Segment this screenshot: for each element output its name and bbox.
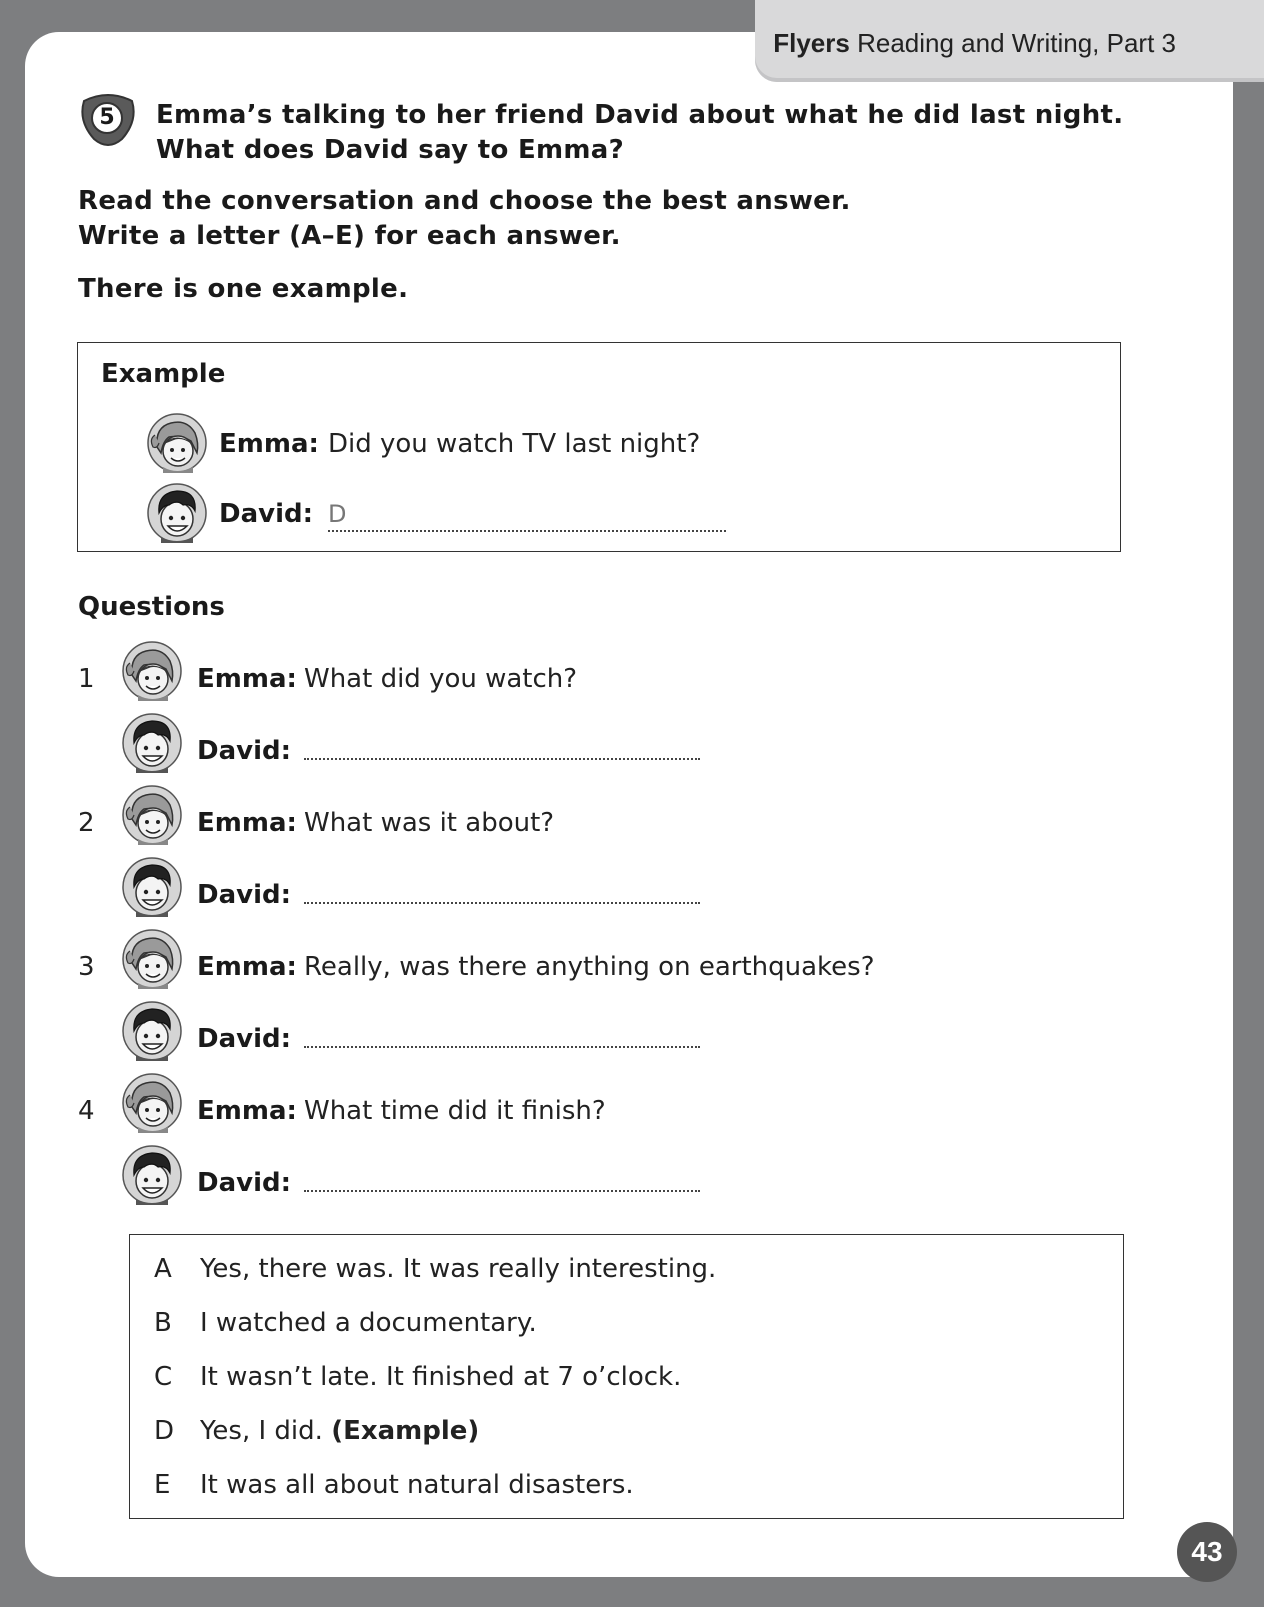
option-letter: D	[154, 1416, 175, 1446]
question-number: 1	[78, 664, 95, 694]
emma-label: Emma:	[197, 808, 297, 838]
boy-avatar-icon	[122, 1001, 182, 1061]
girl-avatar-icon	[147, 413, 207, 473]
david-label: David:	[197, 880, 291, 910]
boy-avatar-icon	[122, 1145, 182, 1205]
instruction-line-1: Read the conversation and choose the best answer.	[78, 186, 851, 216]
option-text: It was all about natural disasters.	[200, 1470, 634, 1500]
option-letter: A	[154, 1254, 172, 1284]
boy-avatar-icon	[122, 857, 182, 917]
emma-question-text: Really, was there anything on earthquakes?	[304, 952, 875, 982]
question-number: 4	[78, 1096, 95, 1126]
answer-line-2[interactable]	[304, 902, 700, 904]
option-text: It wasn’t late. It finished at 7 o’clock.	[200, 1362, 682, 1392]
option-text	[200, 1416, 479, 1446]
exercise-number-badge	[78, 91, 138, 149]
header-section: Reading and Writing, Part 3	[857, 28, 1176, 58]
emma-label: Emma:	[197, 1096, 297, 1126]
boy-avatar-icon	[122, 713, 182, 773]
example-marker: (Example)	[331, 1416, 480, 1446]
girl-avatar-icon	[122, 785, 182, 845]
emma-question-text: What time did it finish?	[304, 1096, 606, 1126]
exercise-title	[156, 98, 1123, 168]
option-text: Yes, there was. It was really interesting.	[200, 1254, 717, 1284]
header-tab	[755, 0, 1264, 82]
girl-avatar-icon	[122, 641, 182, 701]
question-number: 3	[78, 952, 95, 982]
girl-avatar-icon	[122, 1073, 182, 1133]
answer-options-box	[129, 1234, 1124, 1519]
girl-avatar-icon	[122, 929, 182, 989]
david-label: David:	[197, 1024, 291, 1054]
example-emma-text: Did you watch TV last night?	[328, 429, 701, 459]
question-number: 2	[78, 808, 95, 838]
option-letter: E	[154, 1470, 171, 1500]
answer-line-3[interactable]	[304, 1046, 700, 1048]
emma-question-text: What did you watch?	[304, 664, 578, 694]
emma-label: Emma:	[197, 664, 297, 694]
emma-question-text: What was it about?	[304, 808, 555, 838]
instruction-line-3: There is one example.	[78, 274, 409, 304]
exercise-number: 5	[99, 105, 115, 130]
emma-label: Emma:	[197, 952, 297, 982]
example-answer-line	[328, 530, 726, 532]
david-label: David:	[197, 736, 291, 766]
example-answer: D	[328, 500, 347, 528]
example-heading: Example	[101, 359, 226, 389]
header-series: Flyers	[773, 28, 850, 58]
example-emma-label: Emma:	[219, 429, 319, 459]
instructions	[78, 184, 851, 254]
option-letter: C	[154, 1362, 173, 1392]
instruction-line-2: Write a letter (A–E) for each answer.	[78, 221, 621, 251]
page-number: 43	[1177, 1522, 1237, 1582]
option-text-main: Yes, I did.	[200, 1416, 323, 1446]
boy-avatar-icon	[147, 483, 207, 543]
example-david-label: David:	[219, 499, 313, 529]
answer-line-4[interactable]	[304, 1190, 700, 1192]
header-title	[773, 28, 1176, 59]
option-text: I watched a documentary.	[200, 1308, 537, 1338]
option-letter: B	[154, 1308, 172, 1338]
david-label: David:	[197, 1168, 291, 1198]
example-box	[77, 342, 1121, 552]
questions-heading: Questions	[78, 592, 225, 622]
title-line-1: Emma’s talking to her friend David about what he did last night.	[156, 100, 1124, 130]
title-line-2: What does David say to Emma?	[156, 135, 625, 165]
answer-line-1[interactable]	[304, 758, 700, 760]
